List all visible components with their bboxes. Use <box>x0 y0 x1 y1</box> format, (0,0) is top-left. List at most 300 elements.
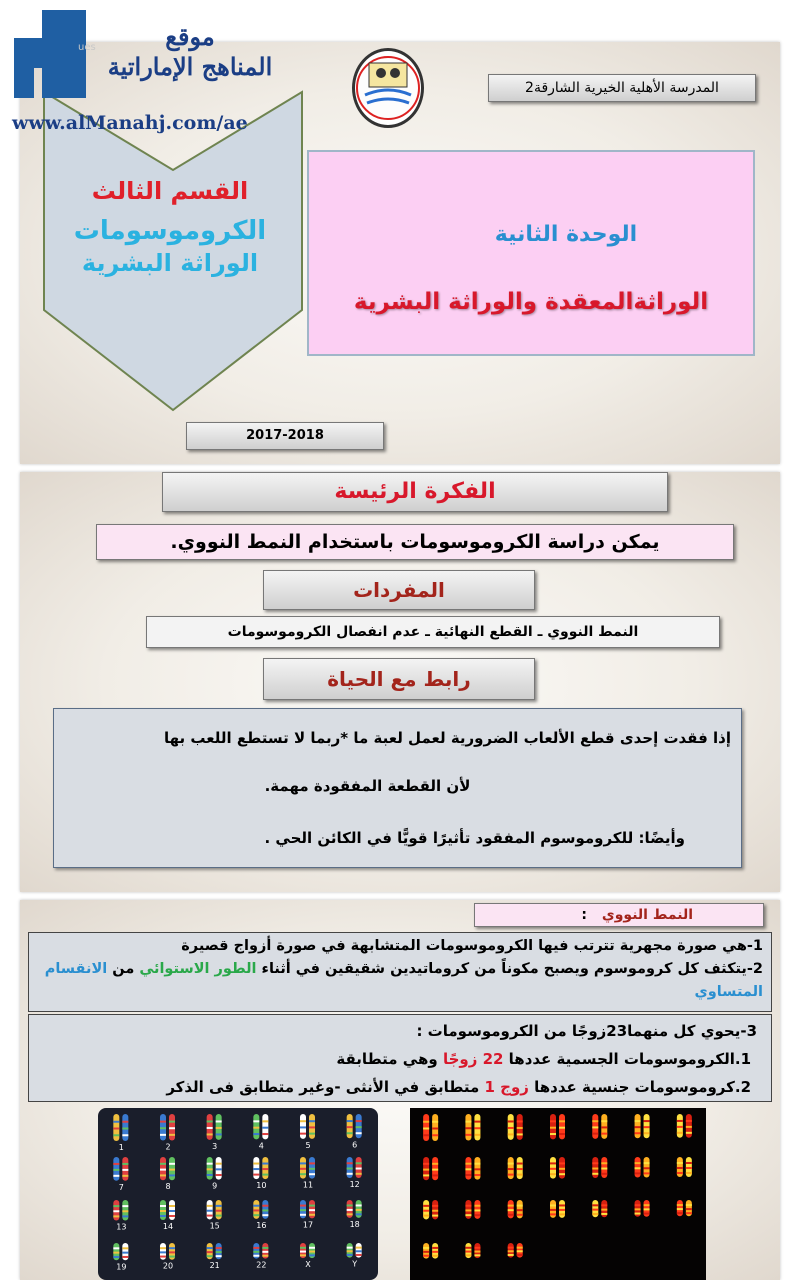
chromosome-label: 1 <box>118 1143 124 1152</box>
chromosome-band <box>216 1210 222 1212</box>
chromosome <box>550 1114 556 1139</box>
chromosome-band <box>432 1215 438 1217</box>
chromosome-band <box>423 1255 429 1257</box>
chromosome-band <box>262 1209 268 1211</box>
chromosome <box>253 1114 259 1139</box>
chromosome-band <box>347 1250 353 1252</box>
chromosome-band <box>207 1255 213 1257</box>
chromosome-band <box>216 1127 222 1129</box>
chromosome-band <box>635 1172 641 1174</box>
chromosome-band <box>216 1133 222 1135</box>
chromosome-band <box>262 1205 268 1207</box>
chromosome-band <box>644 1204 650 1206</box>
unit-label: الوحدة الثانية <box>494 222 638 247</box>
site-name-line-1: موقع <box>165 22 215 51</box>
point-2-blue: الانقسام المتساوي <box>44 961 763 1000</box>
chromosome-band <box>508 1133 514 1135</box>
chromosome-band <box>465 1251 471 1253</box>
chromosome-label: 21 <box>209 1261 220 1271</box>
chromosome-band <box>601 1173 607 1175</box>
chromosome-band <box>644 1162 650 1164</box>
chromosome-band <box>347 1132 353 1134</box>
chromosome-band <box>300 1209 306 1211</box>
chromosome-band <box>677 1172 683 1174</box>
chromosome-band <box>300 1254 306 1256</box>
chromosome-band <box>122 1215 128 1217</box>
chromosome-band <box>474 1251 480 1253</box>
autosomes-text-a: 1.الكروموسومات الجسمية عددها <box>503 1050 751 1068</box>
chromosome-band <box>309 1168 315 1170</box>
chromosome-band <box>550 1127 556 1129</box>
chromosome-band <box>216 1174 222 1176</box>
chromosome-band <box>474 1174 480 1176</box>
chromosome-band <box>432 1121 438 1123</box>
chromosome-band <box>517 1163 523 1165</box>
chromosome-band <box>474 1254 480 1256</box>
chromosome-band <box>216 1205 222 1207</box>
chromosome-band <box>253 1205 259 1207</box>
chromosome <box>160 1114 166 1140</box>
chromosome-band <box>686 1172 692 1174</box>
chromosome-band <box>474 1209 480 1211</box>
life-link-heading: رابط مع الحياة <box>263 658 535 700</box>
chromosome-band <box>677 1126 683 1128</box>
chromosome-band <box>686 1212 692 1214</box>
chromosome-band <box>517 1168 523 1170</box>
chromosome-band <box>423 1215 429 1217</box>
chromosome-band <box>644 1213 650 1215</box>
chromosome-band <box>592 1120 598 1122</box>
chromosome-label: 9 <box>212 1181 218 1191</box>
chromosome-band <box>262 1174 268 1176</box>
chromosome-band <box>356 1250 362 1252</box>
chromosome-band <box>559 1168 565 1170</box>
chromosome-band <box>300 1214 306 1216</box>
chromosome-band <box>122 1163 128 1165</box>
chromosome-band <box>169 1247 175 1249</box>
chromosome-band <box>644 1120 650 1122</box>
chromosome-band <box>474 1121 480 1123</box>
chromosome-label: 16 <box>256 1220 267 1230</box>
chromosome-band <box>432 1251 438 1253</box>
chromosome-band <box>207 1247 213 1249</box>
sex-text-a: 2.كروموسومات جنسية عددها <box>528 1078 751 1096</box>
chromosome-band <box>113 1205 119 1207</box>
chromosome-band <box>686 1120 692 1122</box>
chromosome-band <box>465 1214 471 1216</box>
chromosome-band <box>686 1167 692 1169</box>
chromosome-band <box>169 1210 175 1212</box>
chromosome-band <box>300 1173 306 1175</box>
chromosome-band <box>508 1205 514 1207</box>
chromosome-band <box>309 1120 315 1122</box>
chromosome-label: 20 <box>162 1261 174 1271</box>
chromosome-label: 2 <box>165 1142 171 1152</box>
chromosome-band <box>309 1254 315 1256</box>
chromosome-band <box>465 1254 471 1256</box>
chromosome-band <box>160 1121 166 1123</box>
chromosome-band <box>160 1169 166 1171</box>
chromosome-band <box>592 1204 598 1206</box>
chromosome-band <box>253 1247 259 1249</box>
chromosome-band <box>356 1168 362 1170</box>
chromosome-band <box>309 1162 315 1164</box>
chromosome-band <box>262 1255 268 1257</box>
chromosome-band <box>347 1162 353 1164</box>
chromosome-band <box>356 1132 362 1134</box>
chromosome-band <box>253 1120 259 1122</box>
chromosome-band <box>508 1254 514 1256</box>
chromosome-band <box>559 1209 565 1211</box>
chromosome <box>309 1114 315 1139</box>
chromosome-band <box>347 1204 353 1206</box>
chromosome-band <box>253 1214 259 1216</box>
chromosome-band <box>216 1251 222 1253</box>
chromosome-band <box>122 1252 128 1254</box>
chromosome-band <box>601 1133 607 1135</box>
chromosome <box>160 1157 166 1180</box>
chromosome-band <box>559 1204 565 1206</box>
karyotype-heading <box>474 903 764 927</box>
chromosome-band <box>347 1247 353 1249</box>
chromosome-band <box>592 1213 598 1215</box>
chromosome-band <box>517 1209 523 1211</box>
chromosome-band <box>465 1247 471 1249</box>
chromosome-band <box>300 1247 306 1249</box>
chromosome-band <box>300 1133 306 1135</box>
chromosome <box>508 1114 514 1140</box>
chromosome <box>262 1114 268 1139</box>
chromosome-band <box>113 1256 119 1258</box>
chromosome-band <box>635 1120 641 1122</box>
autosomes-line <box>43 1045 751 1073</box>
chromosome-count-box <box>28 1014 772 1102</box>
chromosome-label: 5 <box>305 1140 311 1150</box>
site-name-line-2: المناهج الإماراتية <box>107 52 273 81</box>
chromosome-band <box>550 1162 556 1164</box>
chromosome-band <box>347 1120 353 1122</box>
chromosome-band <box>169 1121 175 1123</box>
site-faint-text: ues <box>78 42 96 53</box>
unit-title: الوراثةالمعقدة والوراثة البشرية <box>353 289 709 315</box>
chromosome-band <box>122 1210 128 1212</box>
chromosome-band <box>207 1127 213 1129</box>
chromosome-band <box>160 1215 166 1217</box>
chromosome-band <box>550 1209 556 1211</box>
chromosome-band <box>113 1210 119 1212</box>
chromosome-band <box>113 1121 119 1123</box>
unit-box <box>307 150 755 356</box>
chromosome-label: 6 <box>352 1140 358 1150</box>
chromosome-band <box>262 1168 268 1170</box>
sex-chromosomes-line <box>43 1073 751 1101</box>
chromosome-band <box>347 1168 353 1170</box>
chromosome-band <box>432 1128 438 1130</box>
chromosome-band <box>169 1163 175 1165</box>
chromosome-band <box>160 1174 166 1176</box>
chromosome-band <box>559 1127 565 1129</box>
point-2-text-a: 2-يتكثف كل كروموسوم ويصبح مكوناً من كروماتيدين شقيقين في أثناء <box>256 961 763 977</box>
chromosome-band <box>423 1121 429 1123</box>
chromosome-band <box>601 1126 607 1128</box>
chromosome-band <box>686 1208 692 1210</box>
chromosome-band <box>216 1255 222 1257</box>
chromosome-band <box>474 1127 480 1129</box>
chromosome-band <box>169 1256 175 1258</box>
chromosome-band <box>160 1134 166 1136</box>
chromosome-band <box>644 1172 650 1174</box>
chromosome-band <box>347 1209 353 1211</box>
chromosome-band <box>423 1205 429 1207</box>
chromosome <box>601 1114 607 1139</box>
chromosome-band <box>517 1133 523 1135</box>
chromosome-band <box>169 1127 175 1129</box>
chromosome-band <box>356 1120 362 1122</box>
chromosome-label: X <box>305 1260 311 1270</box>
chromosome-band <box>160 1205 166 1207</box>
chromosome-band <box>465 1134 471 1136</box>
chromosome-band <box>300 1126 306 1128</box>
chromosome-band <box>559 1173 565 1175</box>
chromosome-label: 13 <box>116 1222 127 1232</box>
chromosome-band <box>635 1126 641 1128</box>
chromosome-band <box>356 1162 362 1164</box>
definition-box <box>28 932 772 1012</box>
chromosome-band <box>113 1247 119 1249</box>
chromosome-band <box>465 1205 471 1207</box>
chromosome-band <box>423 1163 429 1165</box>
chromosome-band <box>592 1168 598 1170</box>
chromosome-band <box>601 1204 607 1206</box>
chromosome-band <box>309 1247 315 1249</box>
chromosome-band <box>550 1168 556 1170</box>
school-logo <box>352 48 424 128</box>
chromosome-band <box>517 1127 523 1129</box>
chromosome-band <box>309 1173 315 1175</box>
chromosome-band <box>207 1215 213 1217</box>
main-idea-text: يمكن دراسة الكروموسومات باستخدام النمط النووي. <box>96 524 734 560</box>
chromosome-band <box>423 1251 429 1253</box>
chromosome-band <box>474 1214 480 1216</box>
chromosome-band <box>216 1120 222 1122</box>
chromosome-band <box>262 1247 268 1249</box>
chromosome-band <box>169 1169 175 1171</box>
chromosome-band <box>432 1205 438 1207</box>
chromosome-band <box>300 1168 306 1170</box>
chromosome-band <box>559 1162 565 1164</box>
chromosome-label: 3 <box>212 1141 218 1151</box>
chromosome-band <box>262 1127 268 1129</box>
chromosome-band <box>423 1174 429 1176</box>
chromosome-label: 15 <box>209 1221 220 1231</box>
chromosome-band <box>508 1250 514 1252</box>
chromosome-band <box>122 1121 128 1123</box>
chromosome-band <box>644 1167 650 1169</box>
chromosome-band <box>517 1254 523 1256</box>
chromosome-band <box>474 1168 480 1170</box>
chromosome-band <box>169 1205 175 1207</box>
chromosome-band <box>474 1247 480 1249</box>
point-2-green: الطور الاستوائي <box>139 961 257 977</box>
chromosome-band <box>432 1255 438 1257</box>
sex-count: زوج 1 <box>484 1078 529 1096</box>
chromosome-band <box>465 1163 471 1165</box>
chromosome-band <box>517 1174 523 1176</box>
chromosome-band <box>216 1215 222 1217</box>
vocabulary-text: النمط النووي ـ القطع النهائية ـ عدم انفصال الكروموسومات <box>146 616 720 648</box>
chromosome-band <box>356 1173 362 1175</box>
chromosome-band <box>262 1251 268 1253</box>
chromosome-band <box>517 1205 523 1207</box>
chromosome-label: 18 <box>349 1219 360 1229</box>
chromosome-label: 8 <box>165 1182 171 1192</box>
chromosome-band <box>592 1173 598 1175</box>
chromosome-band <box>253 1168 259 1170</box>
chromosome-band <box>423 1134 429 1136</box>
chromosome-label: 10 <box>256 1181 267 1191</box>
chromosome-band <box>432 1174 438 1176</box>
chromosome-band <box>122 1175 128 1177</box>
chromosome-band <box>207 1205 213 1207</box>
chromosome-band <box>686 1132 692 1134</box>
chromosome-label: 14 <box>162 1221 174 1231</box>
chromosome-band <box>347 1126 353 1128</box>
chromosome-band <box>686 1204 692 1206</box>
chromosome-band <box>559 1133 565 1135</box>
chromosome-band <box>309 1205 315 1207</box>
site-name[interactable] <box>100 22 280 82</box>
slide-cover <box>20 42 780 464</box>
chromosome-band <box>309 1209 315 1211</box>
chromosome-band <box>207 1163 213 1165</box>
chromosome-band <box>207 1251 213 1253</box>
chromosome-band <box>644 1208 650 1210</box>
slide-karyotype <box>20 900 780 1280</box>
chromosome-band <box>113 1134 119 1136</box>
chromosome-label: Y <box>352 1259 358 1269</box>
point-2-text-b: من <box>107 961 140 977</box>
autosomes-text-b: وهي متطابقة <box>336 1050 443 1068</box>
chromosome-band <box>517 1214 523 1216</box>
chromosome-band <box>677 1204 683 1206</box>
chromosome-band <box>356 1209 362 1211</box>
chromosome-band <box>347 1173 353 1175</box>
chromosome-band <box>635 1208 641 1210</box>
chromosome-band <box>644 1132 650 1134</box>
chromosome-band <box>122 1205 128 1207</box>
chromosome-band <box>262 1163 268 1165</box>
chromosome-band <box>677 1212 683 1214</box>
chromosome <box>517 1114 523 1140</box>
chromosome-band <box>465 1127 471 1129</box>
chromosome-band <box>635 1162 641 1164</box>
chromosome-label: 12 <box>349 1180 360 1190</box>
site-logo-icon <box>14 10 86 98</box>
chromosome-band <box>356 1213 362 1215</box>
chromosome-band <box>508 1168 514 1170</box>
life-link-box <box>53 708 742 868</box>
chromosome-band <box>601 1209 607 1211</box>
chromosome-band <box>253 1163 259 1165</box>
chromosome-label: 11 <box>302 1180 314 1190</box>
chromosome-band <box>253 1127 259 1129</box>
chromosome-band <box>559 1213 565 1215</box>
chromosome-band <box>432 1163 438 1165</box>
autosomes-count: 22 زوجًا <box>442 1050 504 1068</box>
chromosome-band <box>635 1204 641 1206</box>
chromosome-band <box>122 1134 128 1136</box>
chromosome-band <box>432 1247 438 1249</box>
chromosome-band <box>300 1251 306 1253</box>
chromosome-band <box>592 1209 598 1211</box>
chromosome-band <box>207 1133 213 1135</box>
chromosome-band <box>300 1162 306 1164</box>
chromosome-band <box>253 1133 259 1135</box>
chromosome <box>216 1114 222 1140</box>
karyotype-image-fluorescent <box>410 1108 706 1280</box>
chromosome-band <box>216 1163 222 1165</box>
chromosome-band <box>160 1163 166 1165</box>
chromosome-band <box>677 1120 683 1122</box>
chromosome <box>474 1114 480 1140</box>
main-idea-heading: الفكرة الرئيسة <box>162 472 668 512</box>
chromosome-band <box>465 1209 471 1211</box>
chromosome-label: 7 <box>118 1182 124 1192</box>
chromosome-band <box>347 1213 353 1215</box>
chromosome-band <box>169 1215 175 1217</box>
chromosome <box>300 1114 306 1139</box>
slide-main-idea <box>20 472 780 892</box>
chromosome-band <box>508 1120 514 1122</box>
vocabulary-heading: المفردات <box>263 570 535 610</box>
chromosome <box>559 1114 565 1139</box>
chromosome-band <box>677 1167 683 1169</box>
chromosome-band <box>635 1213 641 1215</box>
chromosome-band <box>686 1162 692 1164</box>
chromosome-band <box>113 1175 119 1177</box>
definition-point-1: 1-هي صورة مجهرية تترتب فيها الكروموسومات المتشابهة في صورة أزواج قصيرة <box>181 938 763 954</box>
chromosome-band <box>207 1174 213 1176</box>
chromosome-band <box>262 1120 268 1122</box>
chromosome-band <box>356 1254 362 1256</box>
site-url-link[interactable]: www.alManahj.com/ae <box>12 112 248 134</box>
chromosome-label: 19 <box>116 1262 127 1272</box>
chromosome-band <box>300 1205 306 1207</box>
chromosome-band <box>253 1209 259 1211</box>
chromosome-band <box>309 1251 315 1253</box>
chromosome-band <box>550 1213 556 1215</box>
chromosome-band <box>113 1128 119 1130</box>
chromosome-band <box>508 1214 514 1216</box>
chromosome-band <box>169 1251 175 1253</box>
chromosome-band <box>253 1255 259 1257</box>
karyotype-heading-colon: : <box>581 907 588 923</box>
chromosome-band <box>677 1132 683 1134</box>
count-intro: 3-يحوي كل منهما23زوجًا من الكروموسومات : <box>416 1022 757 1040</box>
chromosome-band <box>508 1163 514 1165</box>
chromosome-band <box>423 1128 429 1130</box>
chromosome <box>432 1157 438 1180</box>
chromosome-band <box>347 1254 353 1256</box>
chromosome-band <box>113 1169 119 1171</box>
chromosome-band <box>253 1251 259 1253</box>
section-subtitle-2: الوراثة البشرية <box>81 249 259 277</box>
chromosome-band <box>508 1127 514 1129</box>
chromosome-band <box>113 1215 119 1217</box>
chromosome-band <box>465 1168 471 1170</box>
chromosome-band <box>309 1214 315 1216</box>
chromosome-band <box>113 1163 119 1165</box>
